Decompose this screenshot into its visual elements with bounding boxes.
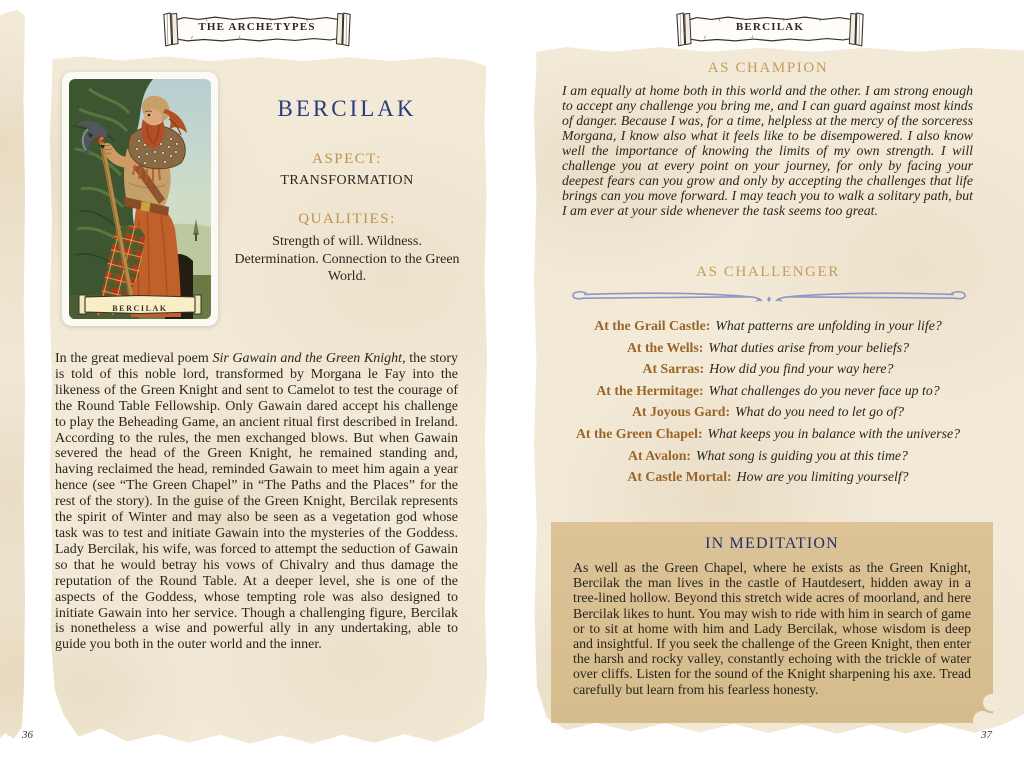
location-label: At Castle Mortal: bbox=[627, 469, 732, 485]
challenger-questions-list bbox=[544, 315, 992, 488]
in-meditation-box bbox=[551, 522, 993, 723]
meditation-text: As well as the Green Chapel, where he exists as the Green Knight, Bercilak the man lives in the castle of Hautdesert, hidden away in a tree-lined hollow. Beyond this stretch wide acres of moorland, and here Bercilak likes to hunt. You may wish to ride with him in search of game or to sit at home with him and Lady Bercilak, whose wisdom is deep and insightful. If you seek the challenge of the Green Knight, then enter the harsh and rocky valley, constantly echoing with the trickle of water over cliffs. Listen for the sound of the Knight sharpening his axe. Tread carefully but learn from his fearless honesty. bbox=[573, 560, 971, 697]
location-label: At Avalon: bbox=[628, 447, 692, 463]
aspect-label: ASPECT: bbox=[312, 151, 382, 167]
archetype-title-block bbox=[234, 96, 460, 286]
champion-text: I am equally at home both in this world and the other. I am strong enough to accept any challenge you bring me, and I can guard against most kinds of danger. Because I was, for a time, helpless at the mercy of the sorceress Morgana, I know also what it feels like to be disempowered. I also know well the importance of knowing the limits of my own strength. I will challenge you at every point on your journey, for only by facing your deepest fears can you grow and only by accepting the challenges that life brings can you move forward. I may teach you to walk a solitary path, but I am ever at your side whenever the task seems too great. bbox=[562, 83, 973, 218]
tarot-card-bercilak bbox=[62, 72, 218, 326]
question-text: What duties arise from your beliefs? bbox=[708, 339, 910, 355]
decorative-divider bbox=[566, 287, 972, 305]
body-rest: , the story is told of this noble lord, transformed by Morgana le Fay into the likeness of the Green Knight and sent to Camelot to test the courage of the Round Table Fellowship. Only Gawain dared accept his challenge to play the Beheading Game, an ancient ritual first described in Ireland. According to the rules, the men exchanged blows. But when Gawain severed the head of the Green Knight, he remained standing and, having reclaimed the head, reminded Gawain to meet him again a year hence (see “The Green Chapel” in “The Paths and the Places” for the rest of the story). In the guise of the Green Knight, Bercilak represents the spirit of Winter and may also be seen as a vegetation god whose task was to test and initiate Gawain into the mysteries of the Goddess. Lady Bercilak, his wife, was forced to attempt the seduction of Gawain so that he would betray his vows of Chivalry and thus damage the reputation of the Round Table. At a deeper level, she is one of the aspects of the Goddess, whose tempting role was also designed to initiate Gawain into her service. Though a challenging figure, Bercilak is nonetheless a wise and powerful ally in any undertaking, able to guide you both in the outer world and the inner. bbox=[55, 351, 458, 653]
question-row bbox=[544, 466, 992, 488]
location-label: At Joyous Gard: bbox=[631, 404, 731, 420]
question-row bbox=[544, 445, 992, 467]
location-label: At the Wells: bbox=[626, 339, 704, 355]
question-row bbox=[544, 337, 992, 359]
qualities-label: QUALITIES: bbox=[298, 211, 396, 227]
challenger-heading: AS CHALLENGER bbox=[696, 264, 840, 280]
right-page-header-banner bbox=[655, 8, 885, 50]
question-text: What song is guiding you at this time? bbox=[696, 447, 908, 463]
question-text: What patterns are unfolding in your life? bbox=[715, 318, 942, 333]
green-knight-illustration bbox=[69, 79, 211, 319]
qualities-value: Strength of will. Wildness. Determination. Connection to the Green World. bbox=[234, 234, 460, 284]
poem-title: Sir Gawain and the Green Knight bbox=[212, 351, 403, 366]
location-label: At the Grail Castle: bbox=[594, 318, 711, 333]
question-text: What do you need to let go of? bbox=[735, 404, 905, 420]
page-number-left: 36 bbox=[22, 729, 33, 741]
card-title-scroll: BERCILAK bbox=[112, 304, 168, 313]
question-row bbox=[544, 423, 992, 445]
left-banner-title: THE ARCHETYPES bbox=[198, 21, 316, 33]
flourish-divider-icon bbox=[566, 287, 972, 305]
question-row bbox=[544, 358, 992, 380]
question-text: How are you limiting yourself? bbox=[736, 469, 909, 485]
body-intro: In the great medieval poem bbox=[55, 351, 213, 366]
previous-page-edge bbox=[0, 10, 25, 744]
location-label: At the Hermitage: bbox=[596, 382, 704, 398]
page-title: BERCILAK bbox=[277, 96, 417, 121]
question-row bbox=[544, 315, 992, 337]
page-number-right: 37 bbox=[981, 729, 992, 741]
question-text: How did you find your way here? bbox=[709, 361, 894, 377]
meditation-heading: IN MEDITATION bbox=[705, 535, 839, 552]
question-text: What challenges do you never face up to? bbox=[708, 382, 940, 398]
location-label: At Sarras: bbox=[642, 361, 705, 377]
torn-corner-notch bbox=[985, 713, 997, 725]
location-label: At the Green Chapel: bbox=[575, 425, 703, 441]
question-row bbox=[544, 401, 992, 423]
champion-heading: AS CHAMPION bbox=[707, 60, 829, 76]
torn-corner-notch bbox=[983, 694, 1000, 711]
question-row bbox=[544, 380, 992, 402]
right-banner-title: BERCILAK bbox=[735, 21, 805, 33]
question-text: What keeps you in balance with the universe? bbox=[707, 425, 961, 441]
archetype-description bbox=[55, 351, 458, 653]
aspect-value: TRANSFORMATION bbox=[280, 173, 414, 188]
left-page-header-banner bbox=[142, 8, 372, 50]
